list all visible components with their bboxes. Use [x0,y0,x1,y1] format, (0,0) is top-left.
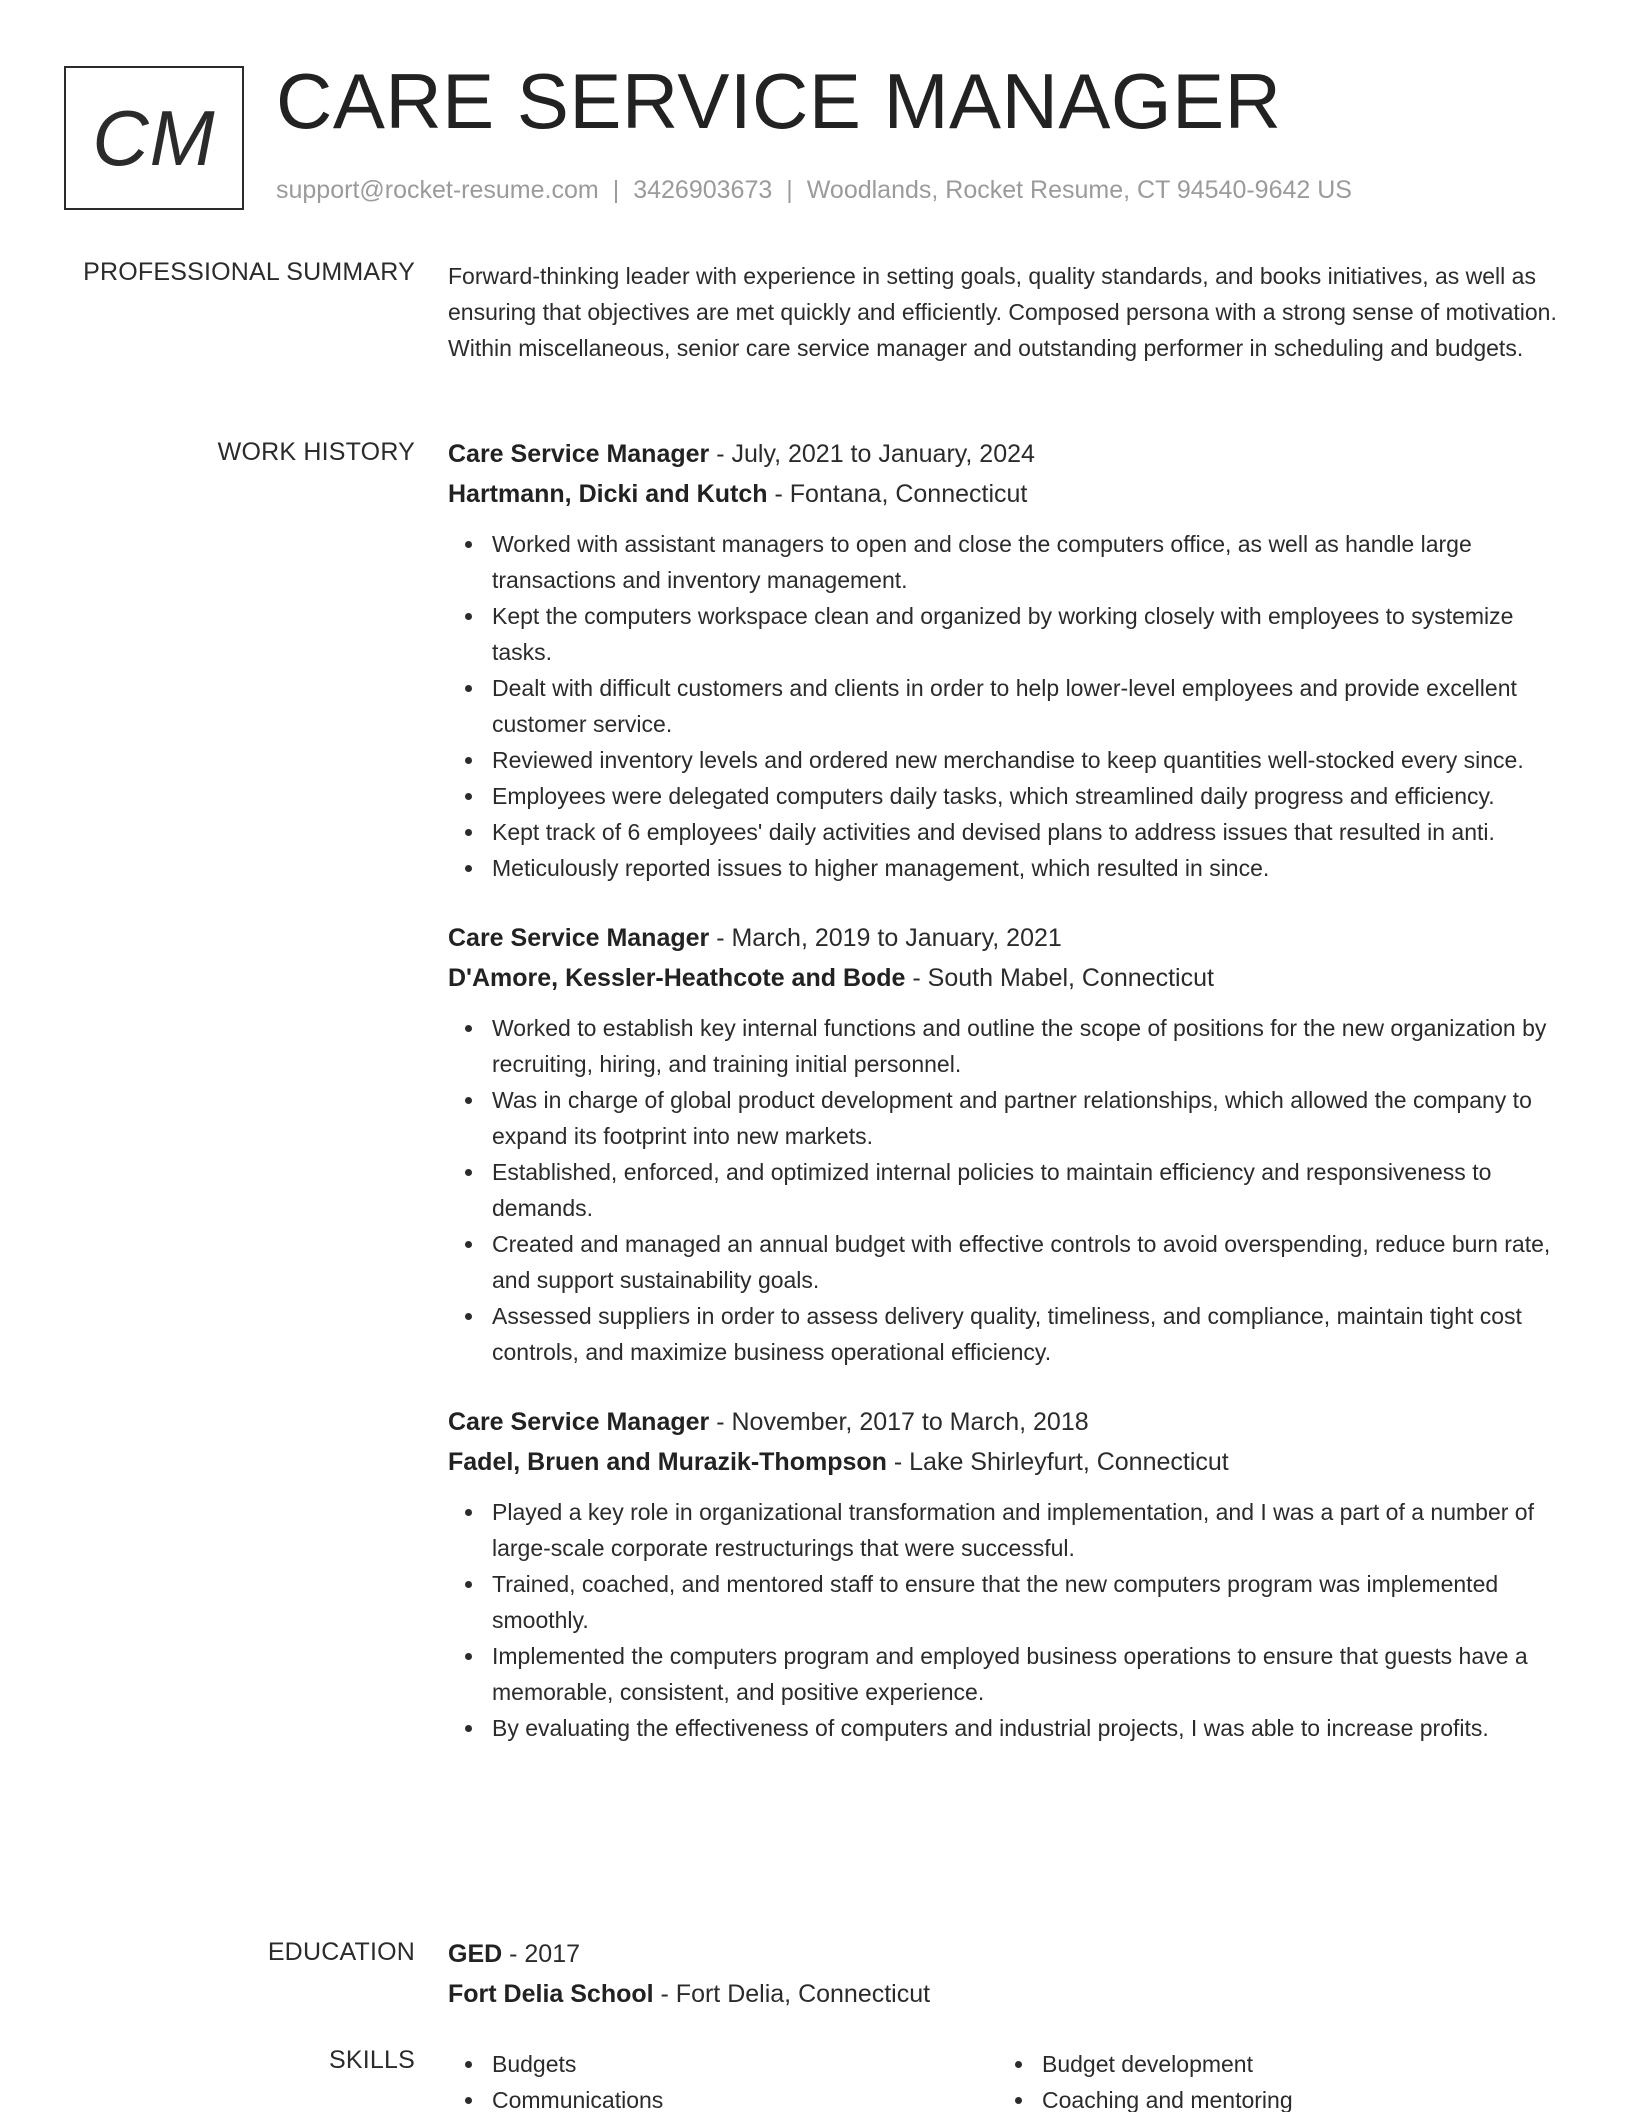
job-bullet: Meticulously reported issues to higher management, which resulted in since. [448,850,1570,886]
job-bullet: Kept the computers workspace clean and organized by working closely with employees to systemize tasks. [448,598,1570,670]
education-degree-line [448,1934,1570,1974]
work-history-body [448,434,1570,1778]
work-history-label: WORK HISTORY [217,438,415,466]
job-bullets [448,1010,1570,1370]
skill-item: Coaching and mentoring [998,2082,1548,2112]
contact-separator: | [612,176,620,204]
job-title-line [448,918,1570,958]
job-bullet: Established, enforced, and optimized internal policies to maintain efficiency and responsiveness to demands. [448,1154,1570,1226]
contact-email: support@rocket-resume.com [276,176,599,204]
education-school-line [448,1974,1570,2014]
job-bullet: Was in charge of global product development and partner relationships, which allowed the company to expand its footprint into new markets. [448,1082,1570,1154]
job-company-line [448,474,1570,514]
skill-item: Budget development [998,2046,1548,2082]
contact-phone: 3426903673 [633,176,773,204]
job-bullet: Created and managed an annual budget with effective controls to avoid overspending, reduce burn rate, and support sustainability goals. [448,1226,1570,1298]
skill-item: Communications [448,2082,998,2112]
job-title-line [448,434,1570,474]
job-bullet: Worked with assistant managers to open and close the computers office, as well as handle large transactions and inventory management. [448,526,1570,598]
job-title-line [448,1402,1570,1442]
job-dates: - July, 2021 to January, 2024 [709,440,1035,468]
job-location: - Fontana, Connecticut [767,480,1028,508]
education-body [448,1934,1570,2014]
job-dates: - March, 2019 to January, 2021 [709,924,1062,952]
education-location: - Fort Delia, Connecticut [653,1980,931,2008]
monogram-box [64,66,244,210]
job-company: D'Amore, Kessler-Heathcote and Bode [448,964,906,992]
skills-list-right [998,2046,1548,2112]
contact-separator: | [786,176,793,204]
job-bullet: By evaluating the effectiveness of computers and industrial projects, I was able to increase profits. [448,1710,1570,1746]
skills-label: SKILLS [329,2046,415,2074]
skills-list-left [448,2046,998,2112]
job-bullet: Implemented the computers program and employed business operations to ensure that guests have a memorable, consistent, and positive experience. [448,1638,1570,1710]
resume-title: CARE SERVICE MANAGER [276,57,1282,145]
summary-body [448,258,1570,366]
job-company: Fadel, Bruen and Murazik-Thompson [448,1448,887,1476]
skill-item: Budgets [448,2046,998,2082]
education-year: - 2017 [502,1940,581,1968]
job-bullet: Assessed suppliers in order to assess delivery quality, timeliness, and compliance, maintain tight cost controls, and maximize business operational efficiency. [448,1298,1570,1370]
job-bullet: Employees were delegated computers daily tasks, which streamlined daily progress and efficiency. [448,778,1570,814]
job-company-line [448,1442,1570,1482]
contact-address: Woodlands, Rocket Resume, CT 94540-9642 US [806,176,1352,204]
job-dates: - November, 2017 to March, 2018 [709,1408,1089,1436]
job-bullet: Dealt with difficult customers and clients in order to help lower-level employees and provide excellent customer service. [448,670,1570,742]
skills-grid [448,2046,1570,2112]
summary-label: PROFESSIONAL SUMMARY [83,258,415,286]
job-entry [448,434,1570,886]
education-school: Fort Delia School [448,1980,654,2008]
job-bullet: Kept track of 6 employees' daily activities and devised plans to address issues that resulted in anti. [448,814,1570,850]
skills-body [448,2046,1570,2112]
job-entry [448,918,1570,1370]
job-entry [448,1402,1570,1746]
summary-text: Forward-thinking leader with experience in setting goals, quality standards, and books initiatives, as well as ensuring that objectives are met quickly and efficiently. Composed persona with a strong sense of motivation. Within miscellaneous, senior care service manager and outstanding performer in scheduling and budgets. [448,263,1557,361]
job-bullets [448,526,1570,886]
job-company-line [448,958,1570,998]
job-title: Care Service Manager [448,924,710,952]
job-bullet: Played a key role in organizational transformation and implementation, and I was a part of a number of large-scale corporate restructurings that were successful. [448,1494,1570,1566]
job-location: - Lake Shirleyfurt, Connecticut [886,1448,1229,1476]
education-label: EDUCATION [267,1938,415,1966]
education-degree: GED [448,1940,503,1968]
job-bullet: Reviewed inventory levels and ordered new merchandise to keep quantities well-stocked every since. [448,742,1570,778]
job-bullet: Trained, coached, and mentored staff to ensure that the new computers program was implemented smoothly. [448,1566,1570,1638]
job-title: Care Service Manager [448,440,710,468]
job-bullet: Worked to establish key internal functions and outline the scope of positions for the new organization by recruiting, hiring, and training initial personnel. [448,1010,1570,1082]
job-title: Care Service Manager [448,1408,710,1436]
job-company: Hartmann, Dicki and Kutch [448,480,768,508]
contact-line [276,176,1352,205]
job-location: - South Mabel, Connecticut [905,964,1214,992]
monogram-initials: CM [92,93,216,182]
job-bullets [448,1494,1570,1746]
